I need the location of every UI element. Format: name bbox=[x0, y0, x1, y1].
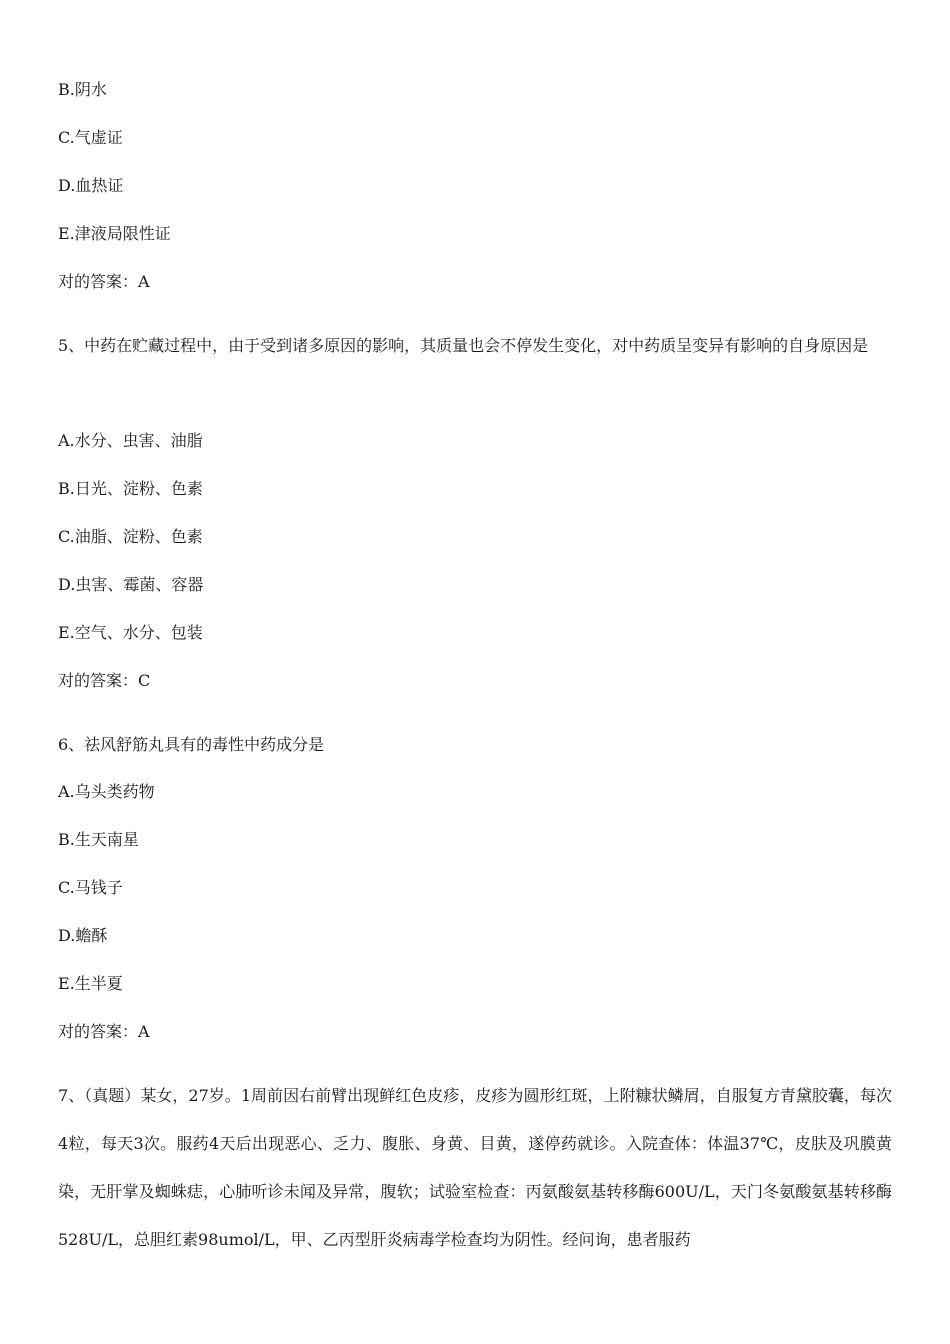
q5-option-b: B.日光、淀粉、色素 bbox=[58, 479, 203, 498]
q6-answer: 对的答案：A bbox=[58, 1022, 150, 1041]
q5-option-e: E.空气、水分、包装 bbox=[58, 623, 203, 642]
q6-option-b: B.生天南星 bbox=[58, 830, 139, 849]
q6-option-a: A.乌头类药物 bbox=[58, 782, 155, 801]
q6-option-d: D.蟾酥 bbox=[58, 926, 108, 945]
q4-option-e: E.津液局限性证 bbox=[58, 224, 171, 243]
q5-option-c: C.油脂、淀粉、色素 bbox=[58, 527, 203, 546]
q4-option-d: D.血热证 bbox=[58, 176, 124, 195]
q4-option-c: C.气虚证 bbox=[58, 128, 123, 147]
q7-question: 7、（真题）某女，27岁。1周前因右前臂出现鲜红色皮疹，皮疹为圆形红斑，上附糠状鳞屑，自服复方青黛胶囊，每次4粒，每天3次。服药4天后出现恶心、乏力、腹胀、身黄、目黄，遂停药就诊。入院查体：体温37℃，皮肤及巩膜黄染，无肝掌及蜘蛛痣，心肺听诊未闻及异常，腹软；试验室检查：丙氨酸氨基转移酶600U/L，天门冬氨酸氨基转移酶528U/L，总胆红素98umol/L，甲、乙丙型肝炎病毒学检查均为阴性。经问询，患者服药 bbox=[58, 1086, 892, 1249]
q5-option-d: D.虫害、霉菌、容器 bbox=[58, 575, 204, 594]
q6-option-c: C.马钱子 bbox=[58, 878, 123, 897]
q4-option-b: B.阴水 bbox=[58, 80, 107, 99]
q6-question: 6、祛风舒筋丸具有的毒性中药成分是 bbox=[58, 735, 325, 754]
q5-option-a: A.水分、虫害、油脂 bbox=[58, 431, 203, 450]
q6-option-e: E.生半夏 bbox=[58, 974, 123, 993]
q5-answer: 对的答案：C bbox=[58, 671, 151, 690]
q4-answer: 对的答案：A bbox=[58, 272, 150, 291]
q5-question: 5、中药在贮藏过程中，由于受到诸多原因的影响，其质量也会不停发生变化，对中药质呈变异有影响的自身原因是 bbox=[58, 336, 869, 355]
